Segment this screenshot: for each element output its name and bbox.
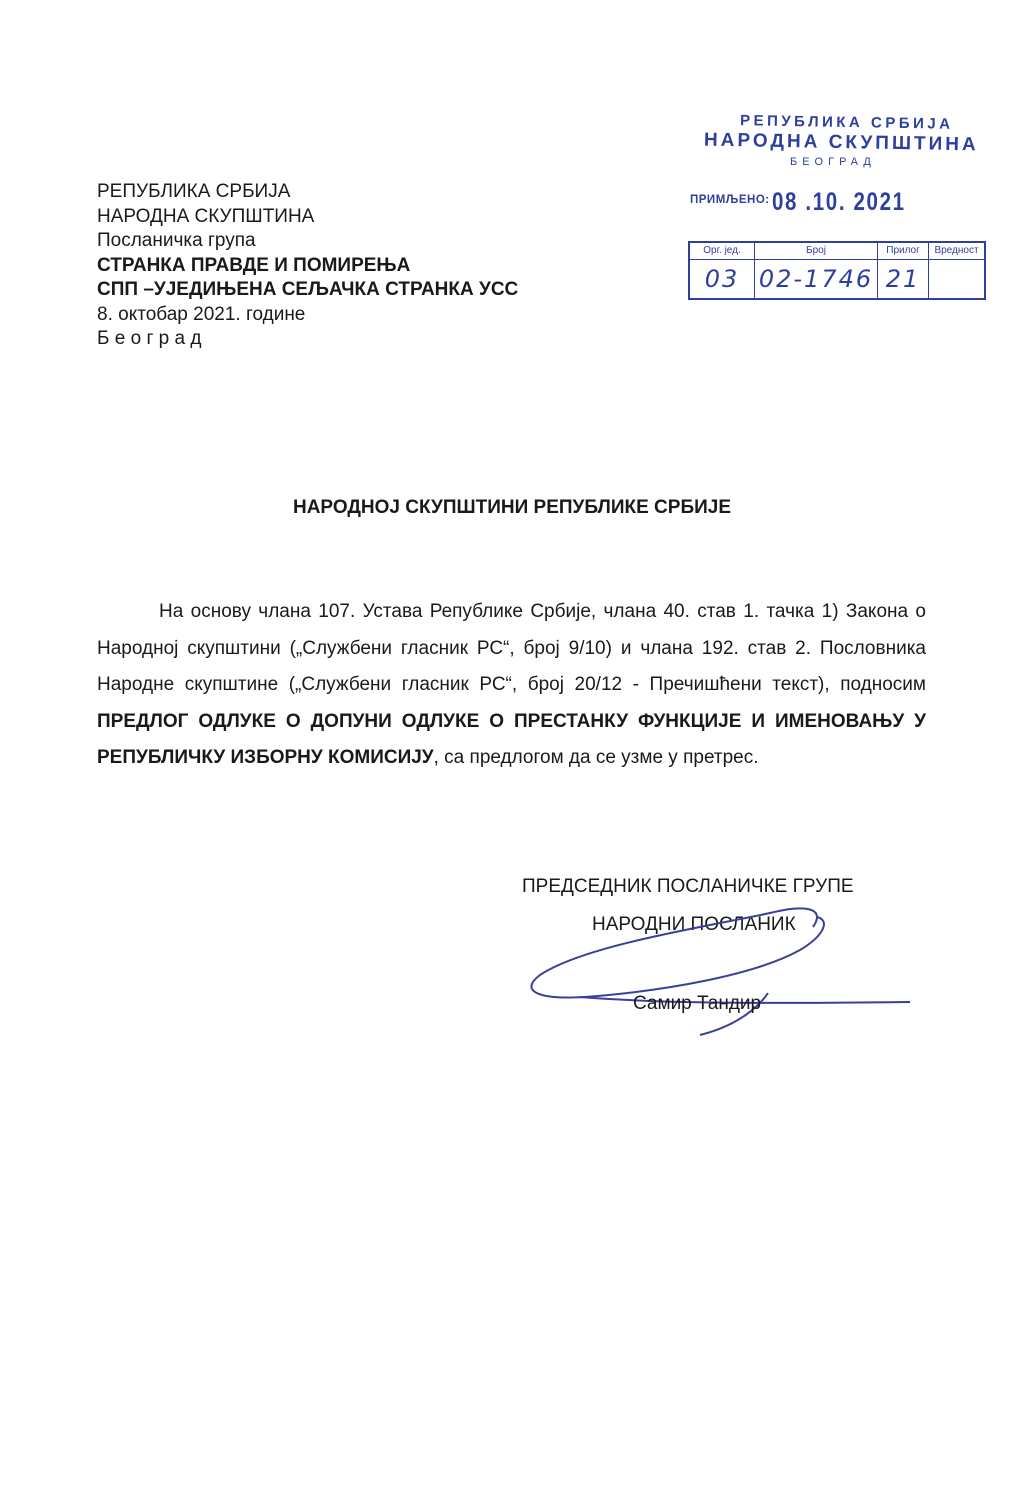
sender-party: СТРАНКА ПРАВДЕ И ПОМИРЕЊА — [97, 254, 411, 276]
sender-date: 8. октобар 2021. године — [97, 303, 306, 325]
sender-party-coalition: СПП –УЈЕДИЊЕНА СЕЉАЧКА СТРАНКА УСС — [97, 279, 519, 300]
sender-block — [97, 180, 518, 352]
body-text-intro: На основу члана 107. Устава Републике Србије, члана 40. став 1. тачка 1) Закона о Народној скупштини („Службени гласник РС“, број 9/10) и члана 192. став 2. Пословника Народне скупштине („Службени гласник РС“, број 20/12 - Пречишћени текст), подносим — [97, 601, 926, 695]
signatory-name: Самир Тандир — [633, 993, 762, 1014]
stamp-header-number: Број — [755, 242, 878, 260]
body-text-outro: , са предлогом да се узме у претрес. — [433, 747, 759, 768]
body-paragraph — [97, 594, 926, 777]
stamp-header-attachment: Прилог — [878, 242, 929, 260]
stamp-country: РЕПУБЛИКА СРБИЈА — [739, 112, 954, 133]
stamp-received-date: 08 .10. 2021 — [772, 188, 906, 216]
signatory-title: НАРОДНИ ПОСЛАНИК — [592, 914, 796, 935]
stamp-city: БЕОГРАД — [790, 156, 876, 168]
body-text — [97, 594, 926, 777]
signatory-role: ПРЕДСЕДНИК ПОСЛАНИЧКЕ ГРУПЕ — [522, 876, 854, 897]
proposal-title: ПРЕДЛОГ ОДЛУКЕ О ДОПУНИ ОДЛУКЕ О ПРЕСТАНКУ ФУНКЦИЈЕ И ИМЕНОВАЊУ У РЕПУБЛИЧКУ ИЗБОРНУ КОМИСИЈУ — [97, 710, 926, 768]
sender-country: РЕПУБЛИКА СРБИЈА — [97, 181, 291, 202]
received-stamp — [686, 108, 991, 313]
addressee-heading: НАРОДНОЈ СКУПШТИНИ РЕПУБЛИКЕ СРБИЈЕ — [292, 497, 732, 518]
stamp-header-org-unit: Орг. јед. — [689, 242, 755, 260]
stamp-value-org-unit: 03 — [689, 260, 755, 300]
stamp-value-number: 02-1746 — [755, 260, 878, 300]
sender-institution: НАРОДНА СКУПШТИНА — [97, 205, 315, 227]
stamp-value-value — [929, 260, 986, 300]
handwritten-signature — [525, 905, 915, 1045]
stamp-registry-table — [688, 241, 986, 300]
sender-city: Б е о г р а д — [97, 328, 202, 349]
sender-group-label: Посланичка група — [97, 230, 256, 251]
stamp-received-label: ПРИМЉЕНО: — [690, 194, 770, 206]
stamp-header-value: Вредност — [929, 242, 986, 260]
stamp-institution: НАРОДНА СКУПШТИНА — [703, 129, 979, 156]
stamp-value-attachment: 21 — [878, 260, 929, 300]
